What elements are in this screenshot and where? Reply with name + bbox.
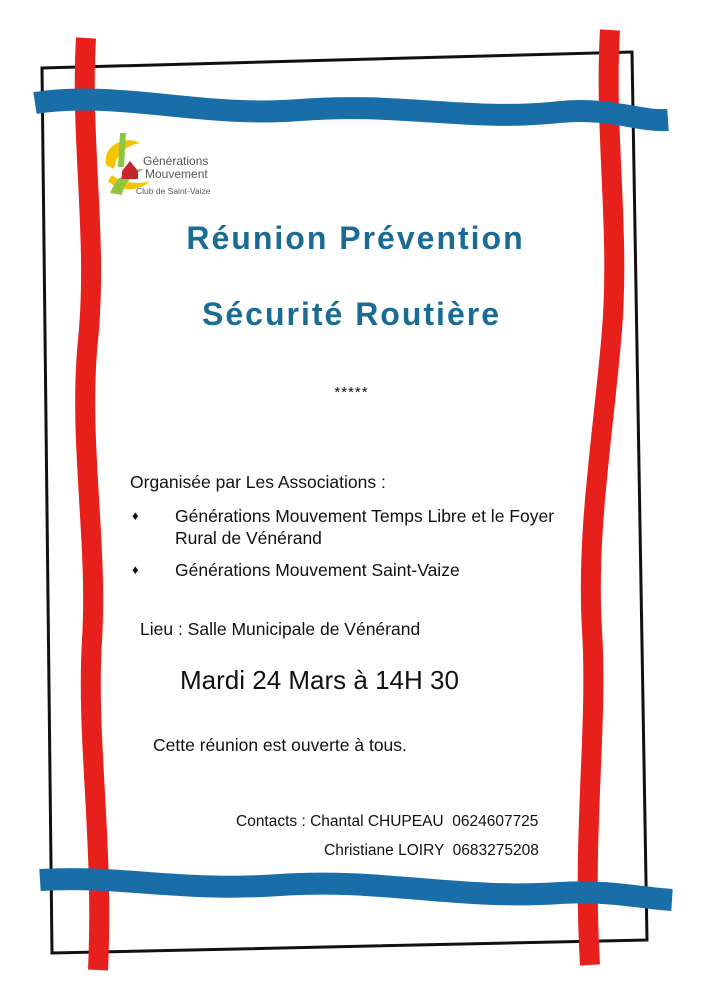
location-text: Lieu : Salle Municipale de Vénérand xyxy=(140,619,421,639)
organised-by-text: Organisée par Les Associations : xyxy=(130,472,386,492)
logo-club-name: Club de Saint-Vaize xyxy=(136,186,211,196)
red-ribbon-left xyxy=(85,38,99,970)
blue-ribbon-bottom xyxy=(40,879,672,900)
open-to-all-text: Cette réunion est ouverte à tous. xyxy=(153,735,407,755)
diamond-bullet-icon: ♦ xyxy=(132,562,139,577)
title-line-1: Réunion Prévention xyxy=(186,220,525,256)
generations-mouvement-logo xyxy=(100,123,230,203)
contact-line-2: Christiane LOIRY 0683275208 xyxy=(324,842,539,859)
logo-line-2: Mouvement xyxy=(145,167,208,181)
blue-ribbon-top xyxy=(35,100,668,121)
contact-line-1: Contacts : Chantal CHUPEAU 0624607725 xyxy=(236,813,539,830)
logo-line-1: Générations xyxy=(143,154,209,168)
diamond-bullet-icon: ♦ xyxy=(132,508,139,523)
association-text: Générations Mouvement Saint-Vaize xyxy=(175,560,460,580)
title-line-2: Sécurité Routière xyxy=(202,296,501,332)
separator: ***** xyxy=(334,384,369,401)
event-date: Mardi 24 Mars à 14H 30 xyxy=(180,665,459,695)
red-ribbon-right xyxy=(588,30,615,965)
association-text: Générations Mouvement Temps Libre et le Foyer Rural de Vénérand xyxy=(175,506,555,548)
